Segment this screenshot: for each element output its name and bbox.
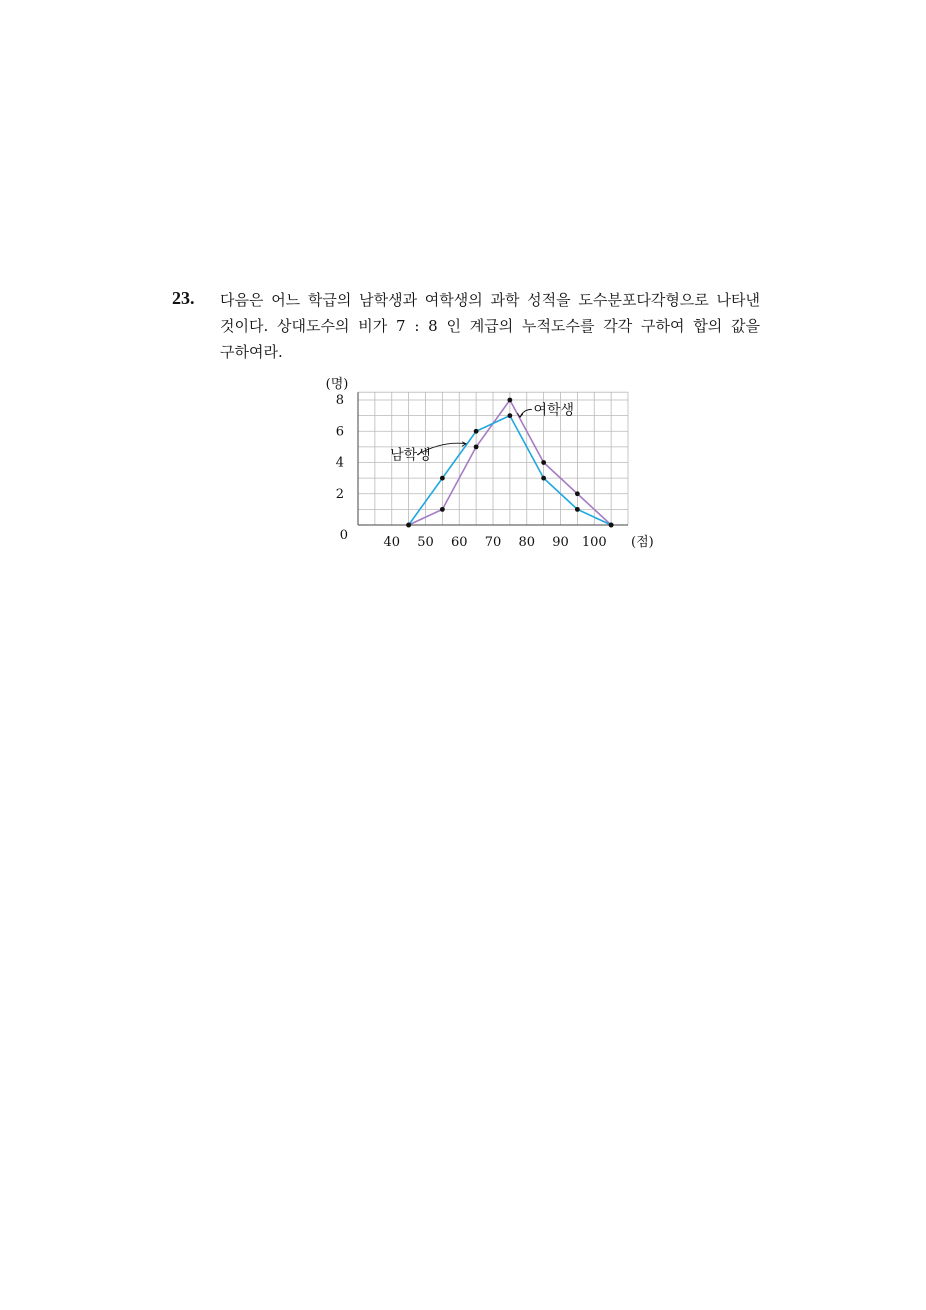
chart-svg	[318, 372, 654, 552]
data-point-0	[474, 429, 479, 434]
data-point-0	[541, 476, 546, 481]
data-point-1	[609, 523, 614, 528]
data-point-1	[474, 444, 479, 449]
problem-number: 23.	[172, 288, 195, 308]
x-tick-label: 50	[417, 535, 434, 550]
data-point-1	[507, 398, 512, 403]
y-tick-label: 2	[335, 486, 344, 502]
y-unit-label: (명)	[325, 377, 349, 392]
x-tick-label: 40	[383, 535, 401, 550]
series-label-girls: 여학생	[533, 402, 575, 419]
data-point-1	[406, 523, 411, 528]
x-tick-label: 90	[552, 535, 569, 550]
problem-statement	[220, 287, 760, 365]
data-point-0	[440, 476, 445, 481]
series-label-boys: 남학생	[390, 447, 431, 464]
x-tick-label: 70	[484, 535, 502, 550]
frequency-polygon-chart	[318, 372, 654, 552]
x-tick-label: 80	[518, 535, 536, 550]
data-point-1	[541, 460, 546, 465]
y-tick-label: 6	[335, 424, 344, 440]
data-point-1	[440, 507, 445, 512]
x-tick-label: 60	[450, 535, 468, 550]
origin-label: 0	[339, 528, 348, 543]
x-tick-label: 100	[581, 535, 607, 550]
data-point-0	[507, 413, 512, 418]
y-tick-label: 4	[335, 455, 344, 471]
problem-line-1: 다음은 어느 학급의 남학생과 여학생의 과학 성적을 도수분포다각형으로 나타낸	[220, 291, 760, 309]
data-point-0	[575, 507, 580, 512]
problem-line-3: 구하여라.	[220, 343, 283, 361]
data-point-1	[575, 491, 580, 496]
y-tick-label: 8	[335, 393, 344, 408]
x-unit-label: (점)	[631, 535, 654, 550]
problem-line-2: 것이다. 상대도수의 비가 7 : 8 인 계급의 누적도수를 각각 구하여 합의 값을	[220, 317, 760, 335]
